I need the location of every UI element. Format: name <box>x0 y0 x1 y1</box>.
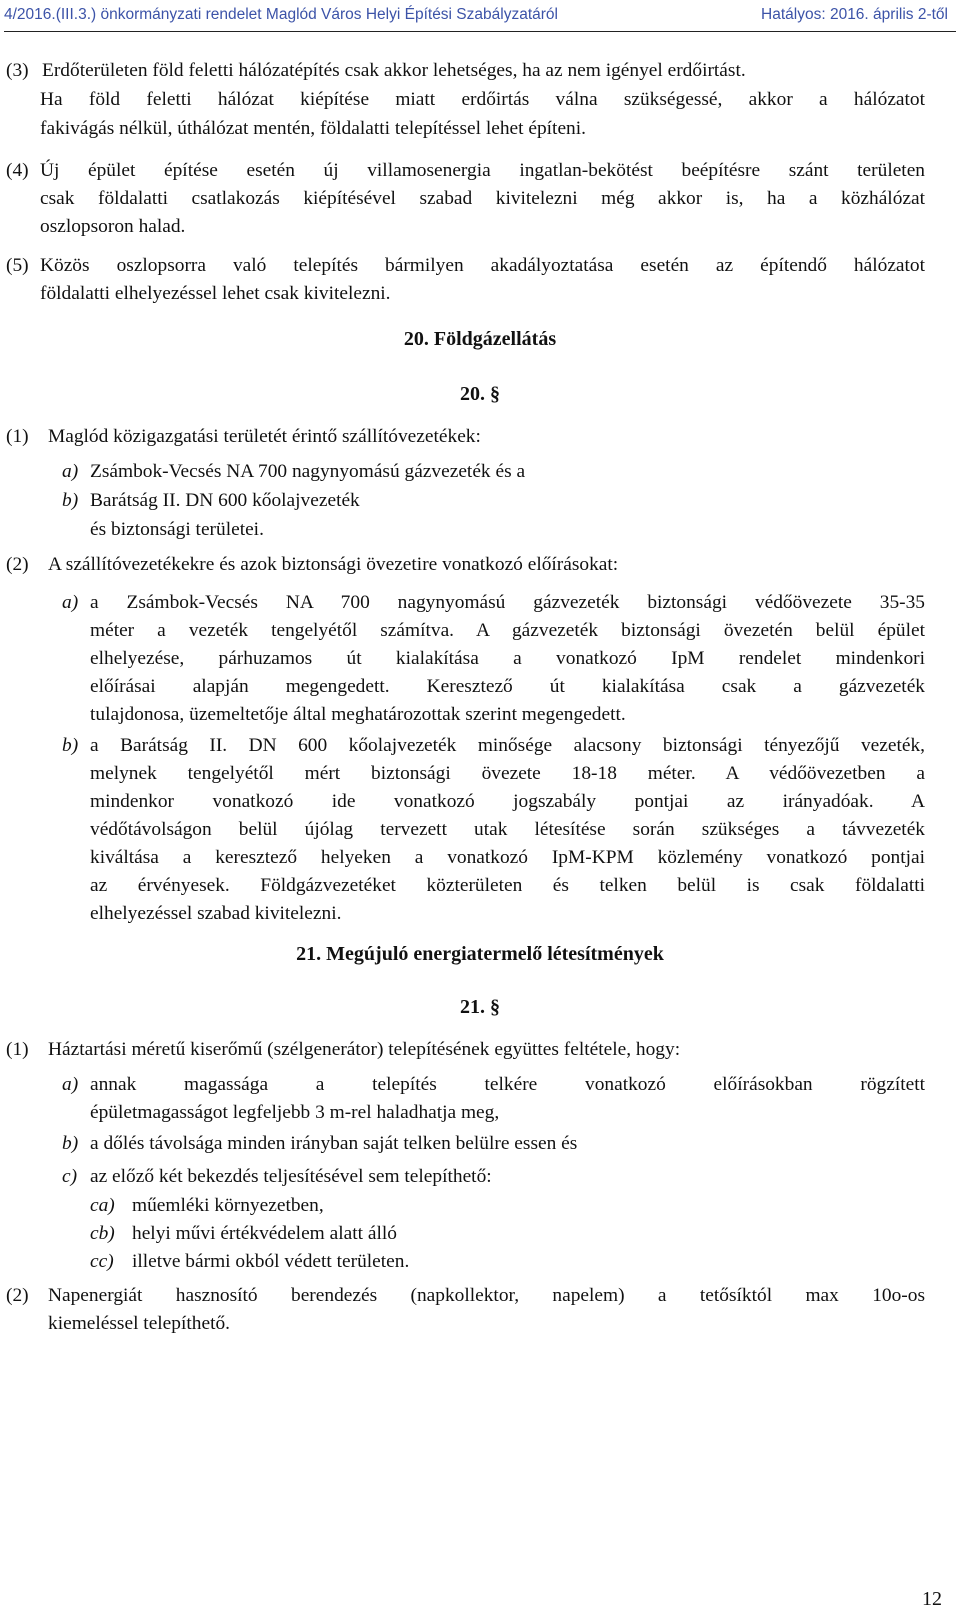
paragraph-line: kiemeléssel telepíthető. <box>48 1313 230 1334</box>
paragraph-number: (2) <box>6 1285 29 1306</box>
section-paragraph-mark: 21. § <box>460 996 500 1018</box>
list-item-line: a Zsámbok-Vecsés NA 700 nagynyomású gázvezeték biztonsági védőövezete 35-35 <box>90 592 925 613</box>
list-item-line: előírásai alapján megengedett. Keresztező út kialakítása csak a gázvezeték <box>90 676 925 697</box>
paragraph-number: (2) <box>6 554 29 575</box>
paragraph-line: fakivágás nélkül, úthálózat mentén, földalatti telepítéssel lehet építeni. <box>40 118 586 139</box>
sublist-marker: ca) <box>90 1195 115 1216</box>
paragraph-line: Közös oszlopsorra való telepítés bármilyen akadályoztatása esetén az építendő hálózatot <box>40 255 925 276</box>
paragraph-line: földalatti elhelyezéssel lehet csak kivitelezni. <box>40 283 391 304</box>
sublist-marker: cc) <box>90 1251 114 1272</box>
list-item: a dőlés távolsága minden irányban saját telken belülre essen és <box>90 1133 578 1154</box>
list-item-line: a Barátság II. DN 600 kőolajvezeték minősége alacsony biztonsági tényezőjű vezeték, <box>90 735 925 756</box>
paragraph-line: és biztonsági területei. <box>90 519 264 540</box>
list-item-line: annak magassága a telepítés telkére vonatkozó előírásokban rögzített <box>90 1074 925 1095</box>
list-item: Zsámbok-Vecsés NA 700 nagynyomású gázvezeték és a <box>90 461 526 482</box>
section-paragraph-mark: 20. § <box>460 383 500 405</box>
section-title: 21. Megújuló energiatermelő létesítmények <box>296 943 664 965</box>
section-title: 20. Földgázellátás <box>403 328 557 350</box>
header-divider <box>4 31 956 32</box>
list-item-line: épületmagasságot legfeljebb 3 m-rel haladhatja meg, <box>90 1102 500 1123</box>
header-effective-date: Hatályos: 2016. április 2-től <box>761 6 948 23</box>
running-header <box>0 6 960 28</box>
paragraph-line: Maglód közigazgatási területét érintő szállítóvezetékek: <box>48 426 481 447</box>
paragraph-number: (4) <box>6 160 29 181</box>
paragraph-number: (5) <box>6 255 29 276</box>
list-item: az előző két bekezdés teljesítésével sem telepíthető: <box>90 1166 492 1187</box>
paragraph-line: Háztartási méretű kiserőmű (szélgenerátor) telepítésének együttes feltétele, hogy: <box>48 1039 681 1060</box>
list-item-line: kiváltása a keresztező helyeken a vonatkozó IpM-KPM közlemény vonatkozó pontjai <box>90 847 925 868</box>
paragraph-line: Új épület építése esetén új villamosenergia ingatlan-bekötést beépítésre szánt területen <box>40 160 925 181</box>
list-marker: b) <box>62 490 79 511</box>
sublist-item: illetve bármi okból védett területen. <box>132 1251 410 1272</box>
sublist-marker: cb) <box>90 1223 115 1244</box>
list-marker: b) <box>62 735 79 756</box>
list-item-line: védőtávolságon belül újólag tervezett utak létesítése során szükséges a távvezeték <box>90 819 925 840</box>
paragraph-number: (3) <box>6 60 29 81</box>
list-item-line: elhelyezéssel szabad kivitelezni. <box>90 903 342 924</box>
list-item-line: méter a vezeték tengelyétől számítva. A gázvezeték biztonsági övezetén belül épület <box>90 620 925 641</box>
paragraph-line: Ha föld feletti hálózat kiépítése miatt erdőirtás válna szükségessé, akkor a hálózatot <box>40 89 925 110</box>
list-item-line: mindenkor vonatkozó ide vonatkozó jogszabály pontjai az irányadóak. A <box>90 791 925 812</box>
paragraph-number: (1) <box>6 426 29 447</box>
page-number: 12 <box>922 1588 942 1610</box>
list-item-line: tulajdonosa, üzemeltetője által meghatározottak szerint megengedett. <box>90 704 626 725</box>
paragraph-line: Erdőterületen föld feletti hálózatépítés csak akkor lehetséges, ha az nem igényel erdőirtást. <box>42 60 746 81</box>
list-item: Barátság II. DN 600 kőolajvezeték <box>90 490 360 511</box>
paragraph-number: (1) <box>6 1039 29 1060</box>
paragraph-line: oszlopsoron halad. <box>40 216 186 237</box>
paragraph-line: csak földalatti csatlakozás kiépítésével szabad kivitelezni még akkor is, ha a közhálózat <box>40 188 925 209</box>
paragraph-line: Napenergiát hasznosító berendezés (napkollektor, napelem) a tetősíktól max 10o-os <box>48 1285 925 1306</box>
header-title: 4/2016.(III.3.) önkormányzati rendelet Maglód Város Helyi Építési Szabályzatáról <box>4 6 558 23</box>
list-marker: b) <box>62 1133 79 1154</box>
sublist-item: helyi művi értékvédelem alatt álló <box>132 1223 397 1244</box>
list-item-line: az érvényesek. Földgázvezetéket közterületen és telken belül is csak földalatti <box>90 875 925 896</box>
list-marker: a) <box>62 592 79 613</box>
sublist-item: műemléki környezetben, <box>132 1195 324 1216</box>
list-marker: a) <box>62 461 79 482</box>
list-marker: c) <box>62 1166 78 1187</box>
list-marker: a) <box>62 1074 79 1095</box>
list-item-line: melynek tengelyétől mért biztonsági övezete 18-18 méter. A védőövezetben a <box>90 763 925 784</box>
paragraph-line: A szállítóvezetékekre és azok biztonsági övezetire vonatkozó előírásokat: <box>48 554 619 575</box>
list-item-line: elhelyezése, párhuzamos út kialakítása a vonatkozó IpM rendelet mindenkori <box>90 648 925 669</box>
